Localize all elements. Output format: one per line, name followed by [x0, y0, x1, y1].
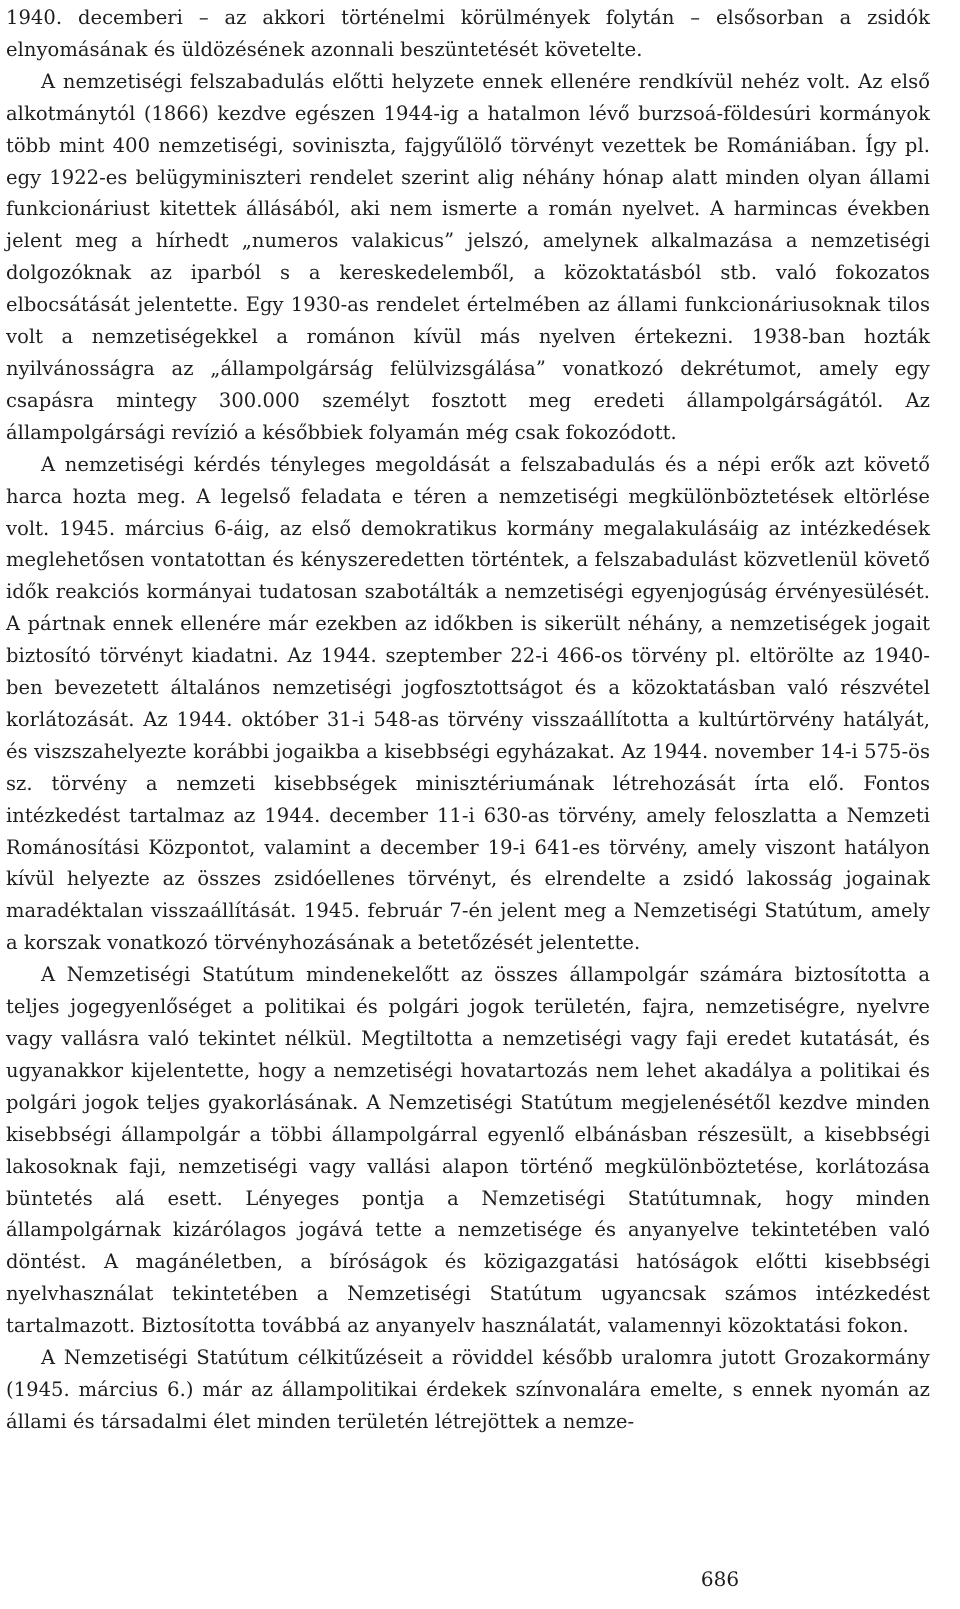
page-number: 686 [700, 1567, 740, 1591]
paragraph-4: A Nemzetiségi Statútum mindenekelőtt az összes állampolgár számára biztosította a teljes jogegyenlőséget a politikai és polgári jogok területén, fajra, nemzetiségre, nyelvre vagy vallásra való tekintet nélkül. Megtiltotta a nemzetiségi vagy faji eredet kutatását, és ugyanakkor kijelentette, hogy a nemzetiségi hovatartozás nem lehet akadálya a politikai és polgári jogok teljes gyakorlásának. A Nemzetiségi Statútum megjelenésétől kezdve minden kisebbségi állampolgár a többi állampolgárral egyenlő elbánásban részesült, a kisebbségi lakosoknak faji, nemzetiségi vagy vallási alapon történő megkülönböztetése, korlátozása büntetés alá esett. Lényeges pontja a Nemzetiségi Statútumnak, hogy minden állampolgárnak kizárólagos jogává tette a nemzetisége és anyanyelve tekintetében való döntést. A magánéletben, a bíróságok és közigazgatási hatóságok előtti kisebbségi nyelvhasználat tekintetében a Nemzetiségi Statútum ugyancsak számos intézkedést tartalmazott. Biztosította továbbá az anyanyelv használatát, valamennyi közoktatási fokon. [6, 963, 930, 1338]
paragraph-2: A nemzetiségi felszabadulás előtti helyzete ennek ellenére rendkívül nehéz volt. Az első alkotmánytól (1866) kezdve egészen 1944-ig a hatalmon lévő burzsoá-földesúri kormányok több mint 400 nemzetiségi, soviniszta, fajgyűlölő törvényt vezettek be Romániában. Így pl. egy 1922-es belügyminiszteri rendelet szerint alig néhány hónap alatt minden olyan állami funkcionáriust kitettek állásából, aki nem ismerte a román nyelvet. A harmincas években jelent meg a hírhedt „numeros valakicus” jelszó, amelynek alkalmazása a nemzetiségi dolgozóknak az iparból s a kereskedelemből, a közoktatásból stb. való fokozatos elbocsátását jelentette. Egy 1930-as rendelet értelmében az állami funkcionáriusoknak tilos volt a nemzetiségekkel a románon kívül más nyelven értekezni. 1938-ban hozták nyilvánosságra az „állampolgárság felülvizsgálása” vonatkozó dekrétumot, amely egy csapásra mintegy 300.000 személyt fosztott meg eredeti állampolgárságától. Az állampolgársági revízió a későbbiek folyamán még csak fokozódott. [6, 69, 930, 444]
body-text [6, 2, 930, 1438]
paragraph-5: A Nemzetiségi Statútum célkitűzéseit a röviddel később uralomra jutott Grozakormány (1945. március 6.) már az állampolitikai érdekek színvonalára emelte, s ennek nyomán az állami és társadalmi élet minden területén létrejöttek a nemze- [6, 1346, 930, 1433]
paragraph-1: 1940. decemberi – az akkori történelmi körülmények folytán – elsősorban a zsidók elnyomásának és üldözésének azonnali beszüntetését követelte. [6, 6, 930, 61]
paragraph-3: A nemzetiségi kérdés tényleges megoldását a felszabadulás és a népi erők azt követő harca hozta meg. A legelső feladata e téren a nemzetiségi megkülönböztetések eltörlése volt. 1945. március 6-áig, az első demokratikus kormány megalakulásáig az intézkedések meglehetősen vontatottan és kényszeredetten történtek, a felszabadulást közvetlenül követő idők reakciós kormányai tudatosan szabotálták a nemzetiségi egyenjogúság érvényesülését. A pártnak ennek ellenére már ezekben az időkben is sikerült néhány, a nemzetiségek jogait biztosító törvényt kiadatni. Az 1944. szeptember 22-i 466-os törvény pl. eltörölte az 1940-ben bevezetett általános nemzetiségi jogfosztottságot és a közoktatásban való részvétel korlátozását. Az 1944. október 31-i 548-as törvény visszaállította a kultúrtörvény hatályát, és viszszahelyezte korábbi jogaikba a kisebbségi egyházakat. Az 1944. november 14-i 575-ös sz. törvény a nemzeti kisebbségek minisztériumának létrehozását írta elő. Fontos intézkedést tartalmaz az 1944. december 11-i 630-as törvény, amely feloszlatta a Nemzeti Románosítási Központot, valamint a december 19-i 641-es törvény, amely viszont hatályon kívül helyezte az összes zsidóellenes törvényt, és elrendelte a zsidó lakosság jogainak maradéktalan visszaállítását. 1945. február 7-én jelent meg a Nemzetiségi Statútum, amely a korszak vonatkozó törvényhozásának a betetőzését jelentette. [6, 452, 930, 955]
